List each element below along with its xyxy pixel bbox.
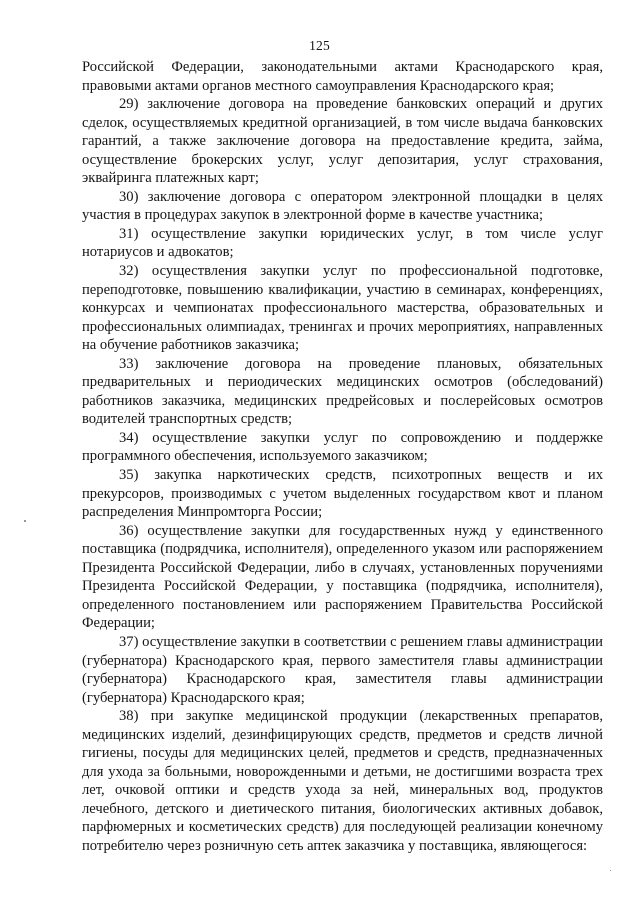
paragraph-item-29: 29) заключение договора на проведение банковских операций и других сделок, осуществляемых кредитной организацией, в том числе выдача банковских гарантий, а также заключение договора на предоставление кредита, займа, осуществление брокерских услуг, услуг депозитария, услуг страхования, эквайринга платежных карт;: [82, 96, 603, 187]
paragraph-item-38: 38) при закупке медицинской продукции (лекарственных препаратов, медицинских изделий, дезинфицирующих средств, предметов и средств личной гигиены, посуды для медицинских целей, предметов и средств, предназначенных для ухода за больными, новорожденными и детьми, не достигшими возраста трех лет, очковой оптики и средств ухода за ней, минеральных вод, продуктов лечебного, детского и диетического питания, биологических активных добавок, парфюмерных и косметических средств) для последующей реализации конечному потребителю через розничную сеть аптек заказчика у поставщика, являющегося:: [82, 708, 603, 854]
document-body: [82, 58, 603, 856]
paragraph-item-34: 34) осуществление закупки услуг по сопровождению и поддержке программного обеспечения, используемого заказчиком;: [82, 429, 603, 465]
paragraph-item-36: 36) осуществление закупки для государственных нужд у единственного поставщика (подрядчика, исполнителя), определенного указом или распоряжением Президента Российской Федерации, либо в случаях, установленных поручениями Президента Российской Федерации, у поставщика (подрядчика, исполнителя), определенного постановлением или распоряжением Правительства Российской Федерации;: [82, 522, 603, 632]
paragraph-item-30: 30) заключение договора с оператором электронной площадки в целях участия в процедурах закупок в электронной форме в качестве участника;: [82, 188, 603, 224]
paragraph-continuation: Российской Федерации, законодательными актами Краснодарского края, правовыми актами органов местного самоуправления Краснодарского края;: [82, 59, 603, 94]
paragraph-item-37: 37) осуществление закупки в соответствии с решением главы администрации (губернатора) Краснодарского края, первого заместителя главы администрации (губернатора) Краснодарского края, заместителя главы администрации (губернатора) Краснодарского края;: [82, 633, 603, 706]
paragraph-item-35: 35) закупка наркотических средств, психотропных веществ и их прекурсоров, производимых с учетом выделенных государством квот и планом распределения Минпромторга России;: [82, 467, 603, 521]
scan-speck: [24, 520, 26, 522]
scan-speck: [610, 870, 611, 871]
paragraph-item-31: 31) осуществление закупки юридических услуг, в том числе услуг нотариусов и адвокатов;: [82, 225, 603, 261]
page-number: 125: [309, 38, 330, 53]
paragraph-item-33: 33) заключение договора на проведение плановых, обязательных предварительных и периодических медицинских осмотров (обследований) работников заказчика, медицинских предрейсовых и послерейсовых осмотров водителей транспортных средств;: [82, 355, 603, 428]
paragraph-item-32: 32) осуществления закупки услуг по профессиональной подготовке, переподготовке, повышению квалификации, участию в семинарах, конференциях, конкурсах и чемпионатах профессионального мастерства, образовательных и профессиональных олимпиадах, тренингах и прочих мероприятиях, направленных на обучение работников заказчика;: [82, 263, 603, 354]
